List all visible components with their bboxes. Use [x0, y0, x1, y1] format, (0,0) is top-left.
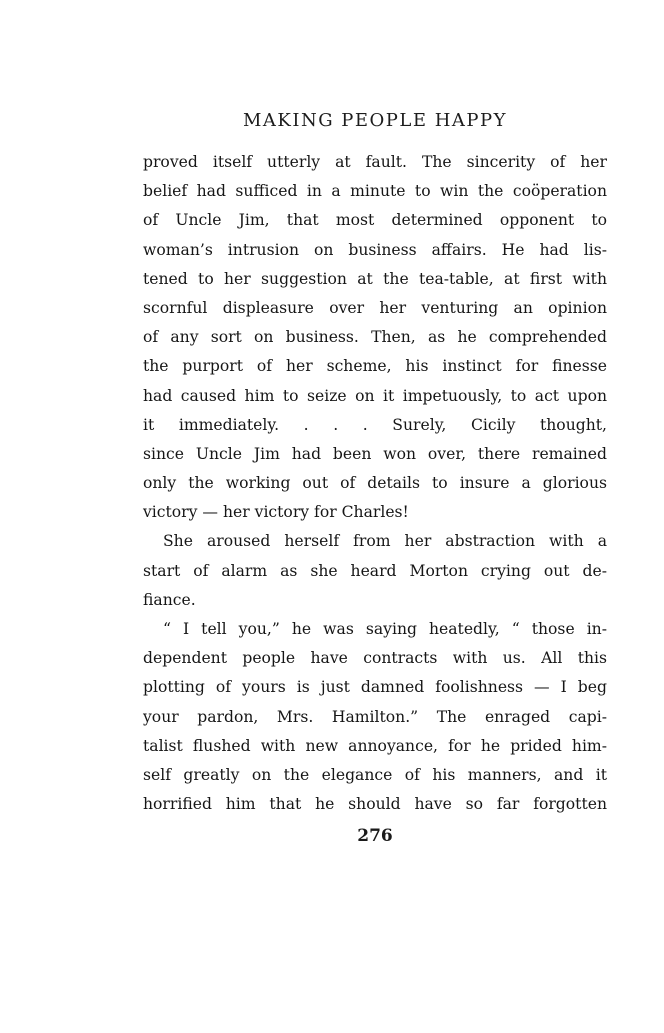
text-line: proved itself utterly at fault. The sincerity of her — [143, 153, 607, 171]
text-line: woman’s intrusion on business affairs. He had lis- — [143, 240, 607, 259]
text-line: fiance. — [143, 590, 196, 609]
text-line: your pardon, Mrs. Hamilton.” The enraged capi- — [143, 707, 607, 726]
text-line: scornful displeasure over her venturing an opinion — [143, 298, 607, 317]
text-line: belief had sufficed in a minute to win the coöperation — [143, 182, 607, 201]
text-line: victory — her victory for Charles! — [143, 503, 409, 522]
text-line: had caused him to seize on it impetuously, to act upon — [143, 386, 607, 405]
text-line: self greatly on the elegance of his manners, and it — [143, 765, 607, 784]
running-head: MAKING PEOPLE HAPPY — [242, 110, 508, 131]
text-line: dependent people have contracts with us. All this — [143, 649, 607, 668]
page-number: 276 — [357, 826, 393, 846]
text-line: since Uncle Jim had been won over, there remained — [143, 444, 607, 463]
text-line: of Uncle Jim, that most determined opponent to — [143, 211, 607, 230]
text-line: start of alarm as she heard Morton crying out de- — [143, 561, 607, 580]
text-line: horrified him that he should have so far forgotten — [143, 795, 607, 814]
text-line: only the working out of details to insure a glorious — [143, 474, 607, 493]
text-line: talist flushed with new annoyance, for he prided him- — [143, 736, 607, 755]
text-line: the purport of her scheme, his instinct for finesse — [143, 357, 607, 376]
body-text — [143, 148, 607, 819]
text-line: “ I tell you,” he was saying heatedly, “ those in- — [163, 620, 607, 638]
text-line: plotting of yours is just damned foolishness — I beg — [143, 678, 607, 697]
text-line: She aroused herself from her abstraction with a — [163, 532, 607, 551]
text-line: tened to her suggestion at the tea-table, at first with — [143, 269, 607, 288]
text-line: it immediately. . . . Surely, Cicily thought, — [143, 415, 607, 434]
text-line: of any sort on business. Then, as he comprehended — [143, 328, 607, 347]
